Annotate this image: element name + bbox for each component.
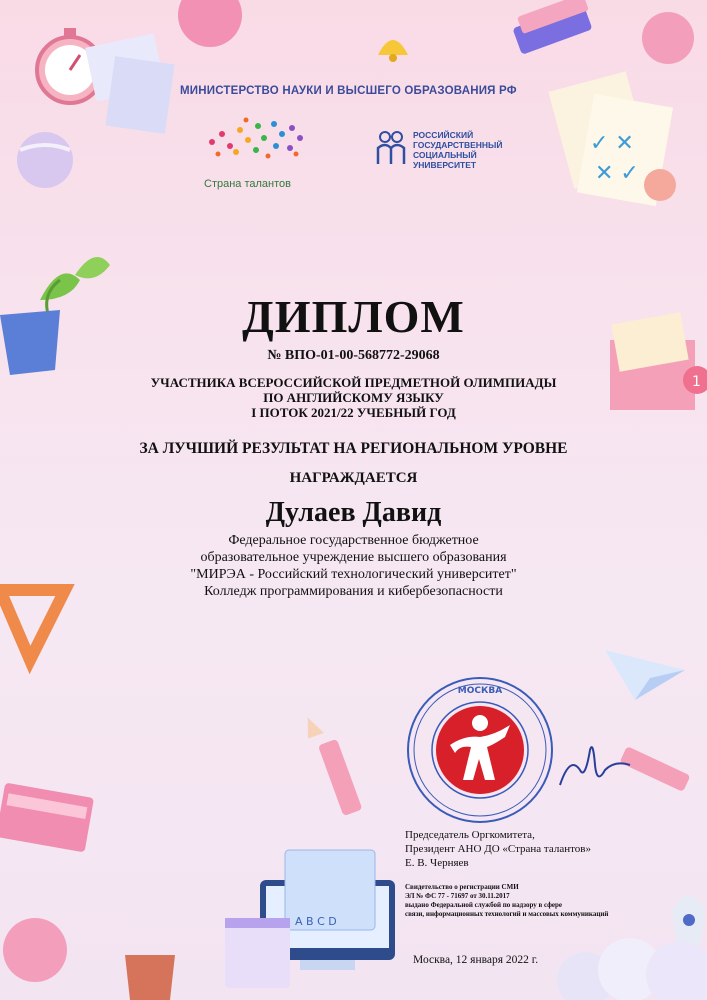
papers-icon: [85, 33, 174, 134]
organization-line: "МИРЭА - Российский технологический университет": [190, 567, 517, 582]
recipient-name: Дулаев Давид: [265, 497, 442, 528]
official-seal: [405, 675, 555, 825]
chair-signature-block: [405, 828, 591, 870]
rocket-icon: [672, 895, 705, 945]
subtitle-line: ПО АНГЛИЙСКОМУ ЯЗЫКУ: [263, 390, 444, 405]
organization-line: образовательное учреждение высшего образования: [200, 550, 507, 565]
university-line: УНИВЕРСИТЕТ: [413, 160, 477, 170]
place-date: Москва, 12 января 2022 г.: [413, 954, 539, 966]
subtitle-line: I ПОТОК 2021/22 УЧЕБНЫЙ ГОД: [251, 405, 456, 420]
computer-icon: [225, 850, 395, 988]
clouds-icon: [557, 938, 707, 1000]
paper-plane-icon: [605, 650, 685, 700]
strana-talantov-logo: [200, 112, 310, 190]
organization-line: Федеральное государственное бюджетное: [228, 533, 479, 548]
logo-caption: Страна талантов: [204, 178, 291, 190]
rgsu-logo: [375, 130, 503, 170]
subtitle-line: УЧАСТНИКА ВСЕРОССИЙСКОЙ ПРЕДМЕТНОЙ ОЛИМПИАДЫ: [150, 375, 557, 390]
pink-book-icon: [0, 783, 94, 853]
university-name: [413, 130, 503, 170]
svg-text:✓ ✕: ✓ ✕: [590, 131, 634, 156]
svg-text:1: 1: [692, 374, 701, 390]
lavender-ball-icon: [17, 132, 73, 188]
awarded-label: НАГРАЖДАЕТСЯ: [289, 470, 418, 486]
diploma-title: ДИПЛОМ: [242, 291, 465, 342]
peach-ball-icon: [644, 169, 676, 201]
seal-text: МОСКВА: [457, 686, 503, 696]
russia-map-logo-icon: [200, 112, 310, 167]
svg-text:✕ ✓: ✕ ✓: [595, 161, 639, 186]
pink-ball-bottom-left-icon: [3, 918, 67, 982]
book-icon: [512, 0, 592, 55]
triangle-ruler-icon: [0, 590, 65, 660]
award-text: ЗА ЛУЧШИЙ РЕЗУЛЬТАТ НА РЕГИОНАЛЬНОМ УРОВНЕ: [139, 440, 568, 457]
registration-info: [405, 883, 608, 919]
chair-line: Председатель Оргкомитета,: [405, 829, 535, 841]
registration-line: выдано Федеральной службой по надзору в сфере: [405, 901, 563, 909]
bell-icon: [378, 40, 408, 62]
university-line: СОЦИАЛЬНЫЙ: [413, 150, 477, 160]
university-people-icon: [375, 130, 407, 166]
diploma-number: № ВПО-01-00-568772-29068: [267, 348, 440, 363]
university-line: ГОСУДАРСТВЕННЫЙ: [413, 140, 503, 150]
signature-image: [555, 735, 635, 795]
pink-ball-top-right-icon: [642, 12, 694, 64]
registration-line: связи, информационных технологий и массовых коммуникаций: [405, 910, 609, 918]
chair-line: Президент АНО ДО «Страна талантов»: [405, 843, 591, 855]
registration-line: Свидетельство о регистрации СМИ: [405, 883, 519, 891]
pink-ball-icon: [178, 0, 242, 47]
cup-icon: [125, 955, 175, 1000]
pencil-left-icon: [301, 714, 362, 816]
organization-line: Колледж программирования и кибербезопасности: [204, 584, 503, 599]
ministry-title: МИНИСТЕРСТВО НАУКИ И ВЫСШЕГО ОБРАЗОВАНИЯ РФ: [180, 85, 517, 97]
chair-line: Е. В. Черняев: [405, 857, 469, 869]
university-line: РОССИЙСКИЙ: [413, 130, 474, 140]
registration-line: ЭЛ № ФС 77 - 71697 от 30.11.2017: [405, 892, 510, 900]
svg-text:A B C D: A B C D: [295, 915, 337, 928]
